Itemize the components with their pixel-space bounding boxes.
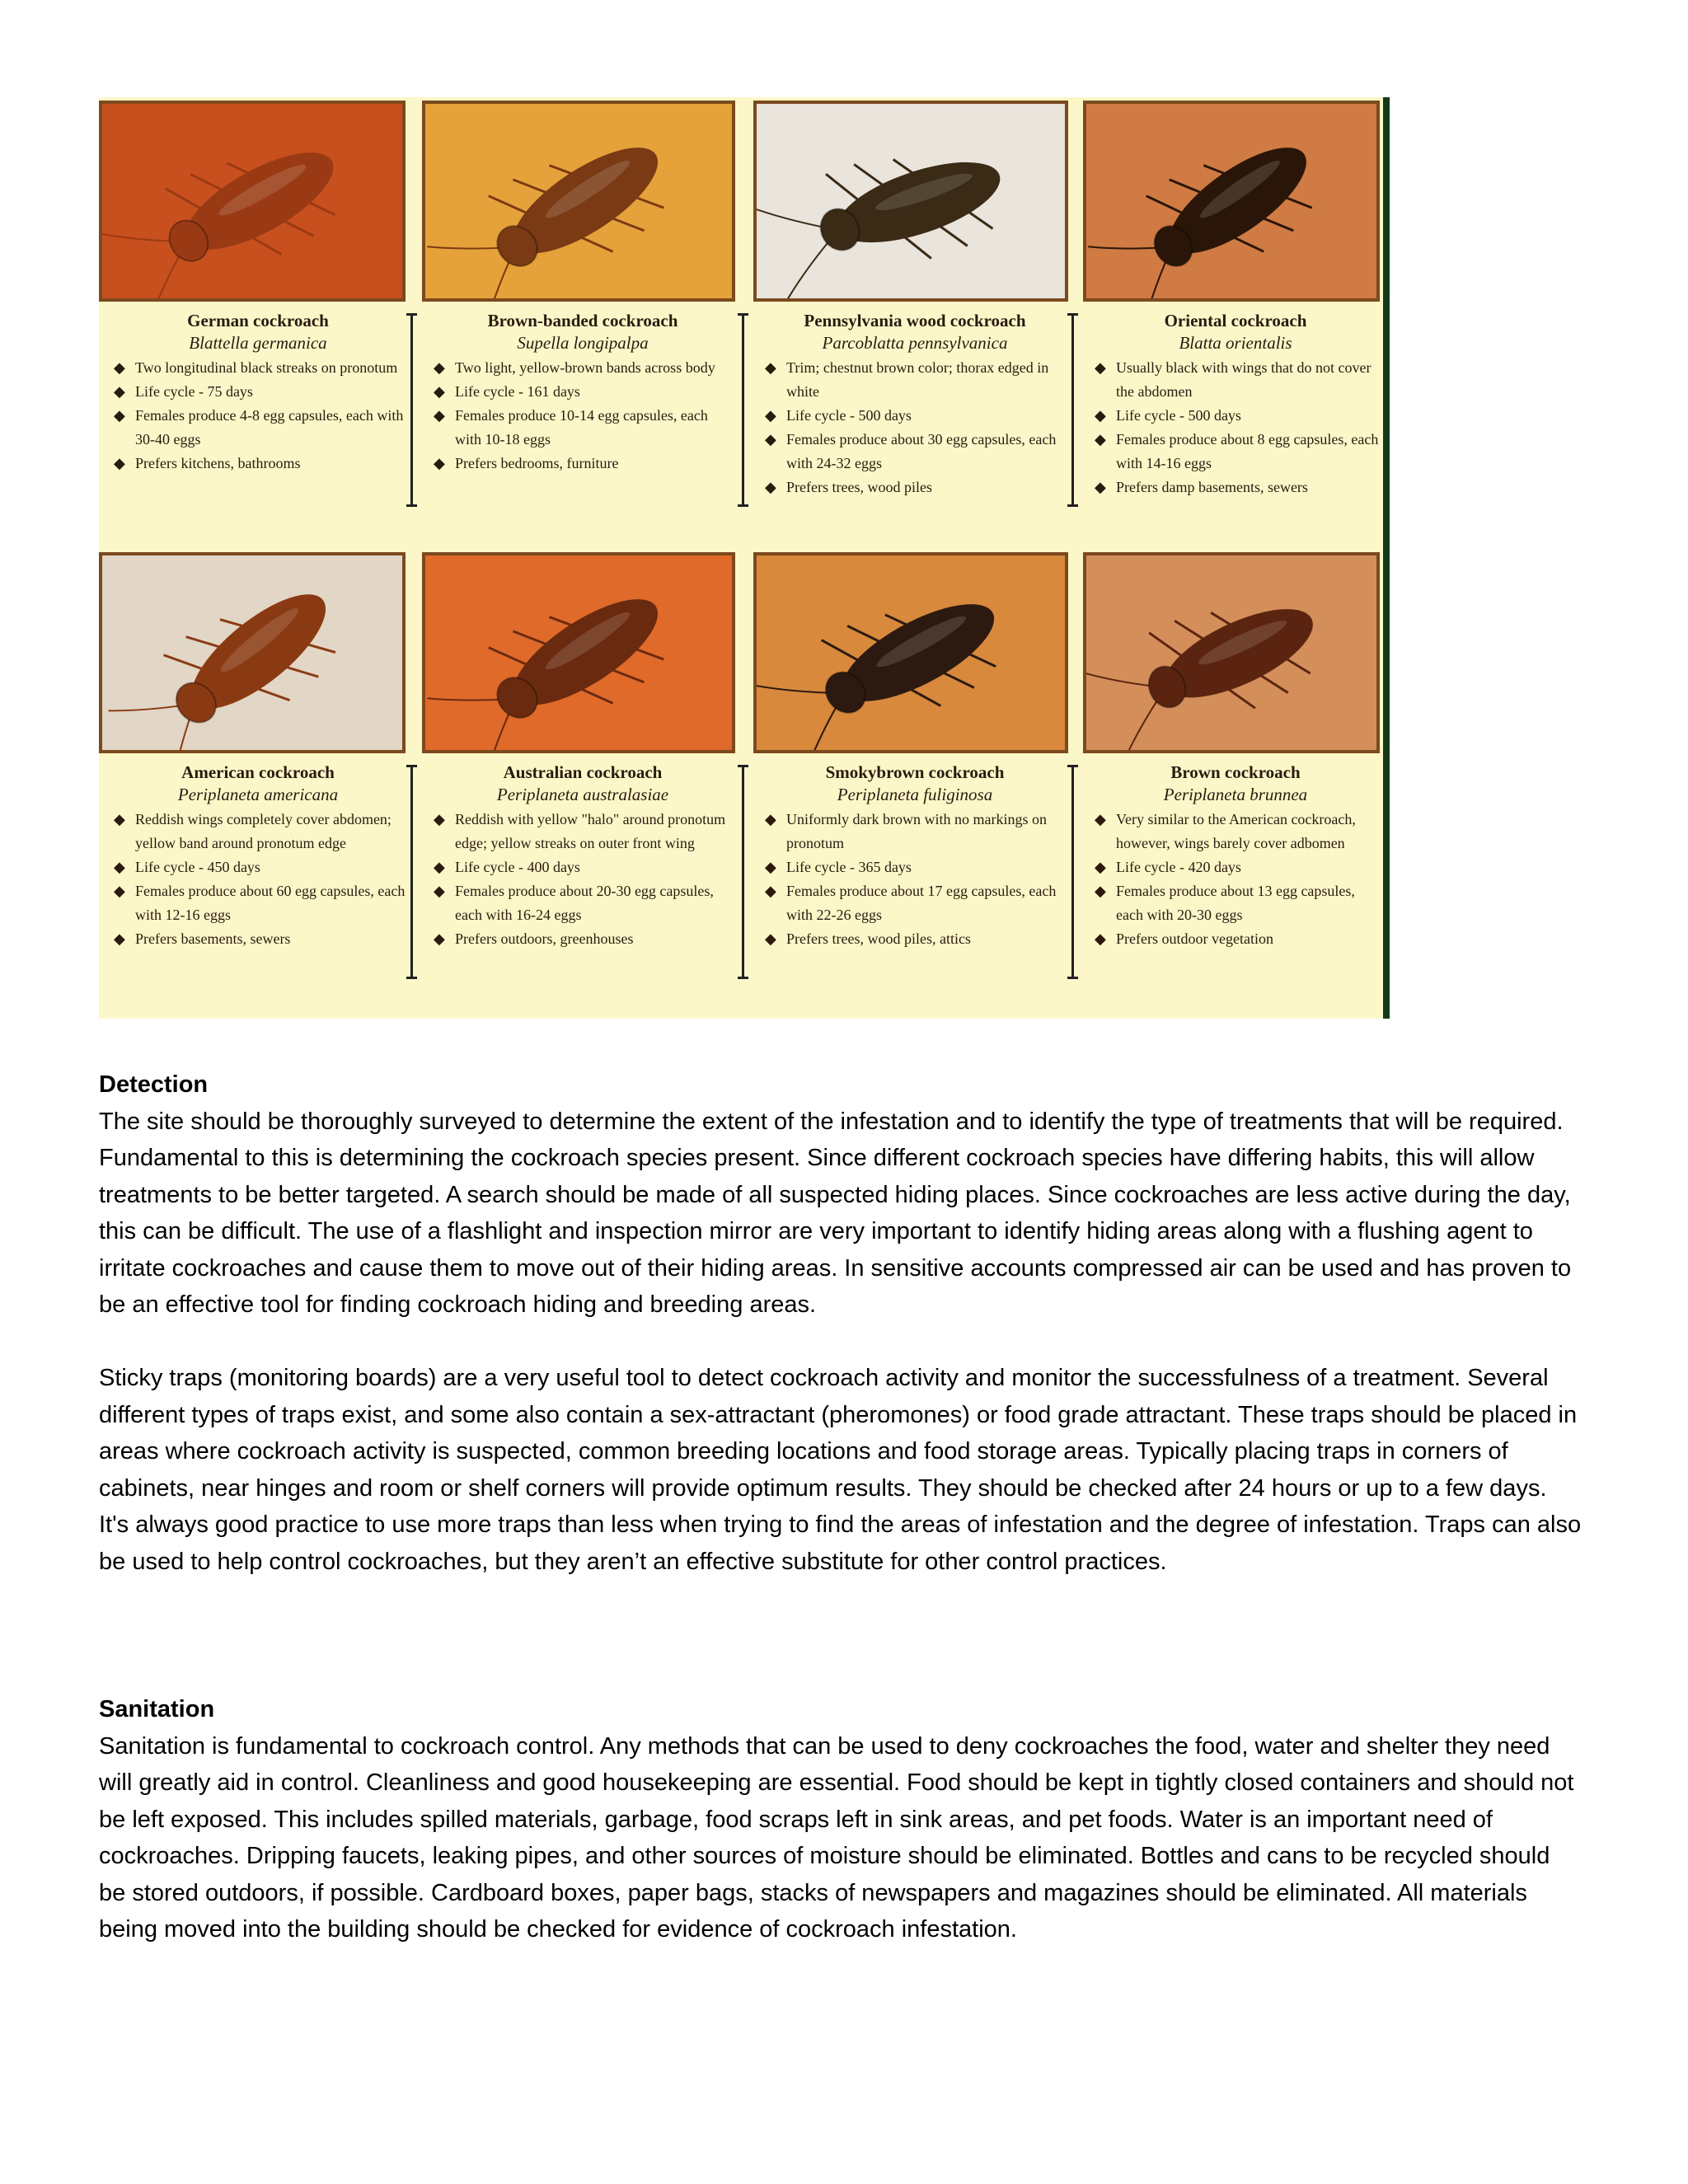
cockroach-photo xyxy=(753,101,1068,302)
species-scientific-name: Supella longipalpa xyxy=(517,333,649,353)
species-scientific-name: Periplaneta americana xyxy=(177,785,339,804)
diamond-bullet-icon: ◆ xyxy=(765,431,776,448)
species-facts xyxy=(430,808,735,951)
species-fact xyxy=(110,452,406,476)
species-fact-text: Females produce about 30 egg capsules, each with 24-32 eggs xyxy=(786,431,1057,471)
species-info xyxy=(762,762,1068,951)
diamond-bullet-icon: ◆ xyxy=(114,455,125,471)
column-separator xyxy=(410,765,413,979)
species-fact xyxy=(1091,428,1380,476)
cockroach-illustration xyxy=(1086,555,1376,750)
detection-paragraph-2: Sticky traps (monitoring boards) are a very useful tool to detect cockroach activity and monitor the successfulness of a treatment. Several different types of traps exist, and some also contain a sex-attractant (pheromones) or food grade attractant. These traps should be placed in areas where cockroach activity is suspected, common breeding locations and food storage areas. Typically placing traps in corners of cabinets, near hinges and room or shelf corners will provide optimum results. They should be checked after 24 hours or up to a few days. It's always good practice to use more traps than less when trying to find the areas of infestation and the degree of infestation. Traps can also be used to help control cockroaches, but they aren’t an effective substitute for other control practices. xyxy=(99,1365,1582,1575)
cockroach-illustration xyxy=(102,555,402,750)
species-card xyxy=(1080,97,1383,526)
species-scientific-name: Blattella germanica xyxy=(189,333,327,353)
species-card xyxy=(99,97,409,526)
cockroach-photo xyxy=(1083,101,1380,302)
species-fact xyxy=(762,808,1068,855)
species-fact xyxy=(762,404,1068,428)
diamond-bullet-icon: ◆ xyxy=(114,407,125,424)
species-fact xyxy=(110,879,406,927)
species-info xyxy=(110,762,406,951)
cockroach-illustration xyxy=(425,555,732,750)
species-fact xyxy=(1091,879,1380,927)
species-fact-text: Females produce 10-14 egg capsules, each with 10-18 eggs xyxy=(455,407,708,448)
species-fact xyxy=(430,855,735,879)
detection-section xyxy=(99,1066,1582,1580)
diamond-bullet-icon: ◆ xyxy=(434,407,445,424)
cockroach-illustration xyxy=(757,555,1065,750)
chart-row-1 xyxy=(99,97,1383,526)
species-fact-text: Life cycle - 420 days xyxy=(1116,859,1241,875)
cockroach-photo xyxy=(1083,552,1380,753)
diamond-bullet-icon: ◆ xyxy=(765,359,776,376)
cockroach-illustration xyxy=(757,104,1065,298)
species-facts xyxy=(762,808,1068,951)
species-fact-text: Reddish wings completely cover abdomen; yellow band around pronotum edge xyxy=(135,811,392,851)
detection-heading: Detection xyxy=(99,1071,209,1098)
diamond-bullet-icon: ◆ xyxy=(114,859,125,875)
cockroach-illustration xyxy=(425,104,732,298)
species-fact-text: Trim; chestnut brown color; thorax edged in white xyxy=(786,359,1049,400)
species-fact-text: Females produce about 60 egg capsules, each with 12-16 eggs xyxy=(135,883,406,923)
diamond-bullet-icon: ◆ xyxy=(114,930,125,947)
species-fact-text: Two longitudinal black streaks on pronotum xyxy=(135,359,398,376)
species-fact xyxy=(430,356,735,380)
species-fact xyxy=(110,356,406,380)
species-fact-text: Females produce 4-8 egg capsules, each with 30-40 eggs xyxy=(135,407,404,448)
species-fact-text: Usually black with wings that do not cover the abdomen xyxy=(1116,359,1372,400)
column-separator xyxy=(742,313,744,507)
species-info xyxy=(430,762,735,951)
species-common-name: American cockroach xyxy=(181,762,335,782)
species-card xyxy=(419,97,738,526)
species-fact xyxy=(110,855,406,879)
species-scientific-name: Periplaneta australasiae xyxy=(496,785,669,804)
species-card xyxy=(750,549,1071,1019)
species-fact xyxy=(1091,927,1380,951)
species-scientific-name: Periplaneta brunnea xyxy=(1163,785,1308,804)
species-info xyxy=(430,310,735,476)
species-fact xyxy=(430,452,735,476)
species-fact xyxy=(430,404,735,452)
species-facts xyxy=(110,808,406,951)
species-fact-text: Life cycle - 75 days xyxy=(135,383,253,400)
species-common-name: Brown-banded cockroach xyxy=(487,311,678,330)
species-fact-text: Reddish with yellow "halo" around pronotum edge; yellow streaks on outer front wing xyxy=(455,811,726,851)
diamond-bullet-icon: ◆ xyxy=(114,811,125,827)
species-fact-text: Prefers outdoors, greenhouses xyxy=(455,930,634,947)
diamond-bullet-icon: ◆ xyxy=(1095,359,1106,376)
species-card xyxy=(1080,549,1383,1019)
diamond-bullet-icon: ◆ xyxy=(114,883,125,899)
diamond-bullet-icon: ◆ xyxy=(1095,811,1106,827)
diamond-bullet-icon: ◆ xyxy=(434,883,445,899)
species-fact xyxy=(762,855,1068,879)
species-scientific-name: Periplaneta fuliginosa xyxy=(837,785,993,804)
species-fact-text: Females produce about 20-30 egg capsules, each with 16-24 eggs xyxy=(455,883,714,923)
species-fact-text: Very similar to the American cockroach, however, wings barely cover adbomen xyxy=(1116,811,1356,851)
diamond-bullet-icon: ◆ xyxy=(434,359,445,376)
species-fact xyxy=(1091,476,1380,499)
detection-paragraph-1: The site should be thoroughly surveyed to determine the extent of the infestation and to identify the type of treatments that will be required. Fundamental to this is determining the cockroach species present. Since different cockroach species have differing habits, this will allow treatments to be better targeted. A search should be made of all suspected hiding places. Since cockroaches are less active during the day, this can be difficult. The use of a flashlight and inspection mirror are very important to identify hiding areas along with a flushing agent to irritate cockroaches and cause them to move out of their hiding areas. In sensitive accounts compressed air can be used and has proven to be an effective tool for finding cockroach hiding and breeding areas. xyxy=(99,1108,1572,1318)
diamond-bullet-icon: ◆ xyxy=(1095,859,1106,875)
species-fact xyxy=(762,879,1068,927)
species-scientific-name: Blatta orientalis xyxy=(1179,333,1292,353)
species-fact xyxy=(762,428,1068,476)
cockroach-photo xyxy=(753,552,1068,753)
species-fact-text: Life cycle - 450 days xyxy=(135,859,260,875)
cockroach-photo xyxy=(99,101,406,302)
species-info xyxy=(1091,762,1380,951)
diamond-bullet-icon: ◆ xyxy=(1095,431,1106,448)
species-fact xyxy=(762,476,1068,499)
chart-row-2 xyxy=(99,549,1383,1019)
species-fact xyxy=(762,927,1068,951)
species-info xyxy=(110,310,406,476)
diamond-bullet-icon: ◆ xyxy=(765,811,776,827)
species-facts xyxy=(762,356,1068,499)
species-chart xyxy=(99,97,1390,1019)
diamond-bullet-icon: ◆ xyxy=(1095,883,1106,899)
species-fact-text: Life cycle - 161 days xyxy=(455,383,580,400)
diamond-bullet-icon: ◆ xyxy=(765,479,776,495)
species-fact-text: Females produce about 13 egg capsules, each with 20-30 eggs xyxy=(1116,883,1355,923)
species-fact-text: Uniformly dark brown with no markings on pronotum xyxy=(786,811,1047,851)
species-card xyxy=(419,549,738,1019)
species-common-name: German cockroach xyxy=(187,311,329,330)
diamond-bullet-icon: ◆ xyxy=(434,383,445,400)
species-fact xyxy=(1091,855,1380,879)
species-common-name: Australian cockroach xyxy=(503,762,663,782)
species-common-name: Pennsylvania wood cockroach xyxy=(804,311,1026,330)
species-fact-text: Females produce about 17 egg capsules, each with 22-26 eggs xyxy=(786,883,1057,923)
diamond-bullet-icon: ◆ xyxy=(765,859,776,875)
diamond-bullet-icon: ◆ xyxy=(434,859,445,875)
species-facts xyxy=(1091,808,1380,951)
species-common-name: Smokybrown cockroach xyxy=(825,762,1005,782)
species-facts xyxy=(110,356,406,476)
diamond-bullet-icon: ◆ xyxy=(434,930,445,947)
species-fact-text: Prefers outdoor vegetation xyxy=(1116,930,1273,947)
diamond-bullet-icon: ◆ xyxy=(1095,930,1106,947)
diamond-bullet-icon: ◆ xyxy=(765,407,776,424)
species-fact-text: Two light, yellow-brown bands across body xyxy=(455,359,715,376)
species-fact xyxy=(430,808,735,855)
diamond-bullet-icon: ◆ xyxy=(1095,407,1106,424)
species-fact-text: Prefers kitchens, bathrooms xyxy=(135,455,301,471)
species-info xyxy=(762,310,1068,499)
species-fact xyxy=(1091,404,1380,428)
sanitation-section xyxy=(99,1691,1582,1948)
species-card xyxy=(750,97,1071,526)
cockroach-photo xyxy=(422,552,735,753)
species-fact xyxy=(430,879,735,927)
column-separator xyxy=(742,765,744,979)
diamond-bullet-icon: ◆ xyxy=(765,883,776,899)
species-fact-text: Prefers bedrooms, furniture xyxy=(455,455,619,471)
species-fact-text: Prefers trees, wood piles xyxy=(786,479,932,495)
species-fact-text: Prefers basements, sewers xyxy=(135,930,291,947)
species-fact xyxy=(430,927,735,951)
species-fact xyxy=(762,356,1068,404)
sanitation-paragraph: Sanitation is fundamental to cockroach control. Any methods that can be used to deny cockroaches the food, water and shelter they need will greatly aid in control. Cleanliness and good housekeeping are essential. Food should be kept in tightly closed containers and should not be left exposed. This includes spilled materials, garbage, food scraps left in sink areas, and pet foods. Water is an important need of cockroaches. Dripping faucets, leaking pipes, and other sources of moisture should be eliminated. Bottles and cans to be recycled should be stored outdoors, if possible. Cardboard boxes, paper bags, stacks of newspapers and magazines should be eliminated. All materials being moved into the building should be checked for evidence of cockroach infestation. xyxy=(99,1732,1574,1943)
diamond-bullet-icon: ◆ xyxy=(114,383,125,400)
species-fact xyxy=(110,927,406,951)
diamond-bullet-icon: ◆ xyxy=(1095,479,1106,495)
species-fact xyxy=(430,380,735,404)
species-fact-text: Life cycle - 500 days xyxy=(1116,407,1241,424)
species-card xyxy=(99,549,409,1019)
species-scientific-name: Parcoblatta pennsylvanica xyxy=(822,333,1008,353)
cockroach-photo xyxy=(422,101,735,302)
sanitation-heading: Sanitation xyxy=(99,1696,215,1722)
species-facts xyxy=(1091,356,1380,499)
species-fact-text: Life cycle - 365 days xyxy=(786,859,912,875)
diamond-bullet-icon: ◆ xyxy=(765,930,776,947)
cockroach-illustration xyxy=(1086,104,1376,298)
species-fact xyxy=(110,380,406,404)
species-fact xyxy=(1091,356,1380,404)
species-fact-text: Life cycle - 400 days xyxy=(455,859,580,875)
diamond-bullet-icon: ◆ xyxy=(114,359,125,376)
species-common-name: Oriental cockroach xyxy=(1164,311,1307,330)
species-fact-text: Prefers trees, wood piles, attics xyxy=(786,930,971,947)
column-separator xyxy=(410,313,413,507)
species-fact-text: Life cycle - 500 days xyxy=(786,407,912,424)
cockroach-illustration xyxy=(102,104,402,298)
species-common-name: Brown cockroach xyxy=(1170,762,1301,782)
diamond-bullet-icon: ◆ xyxy=(434,811,445,827)
species-fact xyxy=(110,404,406,452)
column-separator xyxy=(1071,313,1074,507)
column-separator xyxy=(1071,765,1074,979)
species-fact-text: Prefers damp basements, sewers xyxy=(1116,479,1308,495)
cockroach-photo xyxy=(99,552,406,753)
diamond-bullet-icon: ◆ xyxy=(434,455,445,471)
species-fact xyxy=(110,808,406,855)
species-info xyxy=(1091,310,1380,499)
species-fact-text: Females produce about 8 egg capsules, each with 14-16 eggs xyxy=(1116,431,1379,471)
species-fact xyxy=(1091,808,1380,855)
species-facts xyxy=(430,356,735,476)
